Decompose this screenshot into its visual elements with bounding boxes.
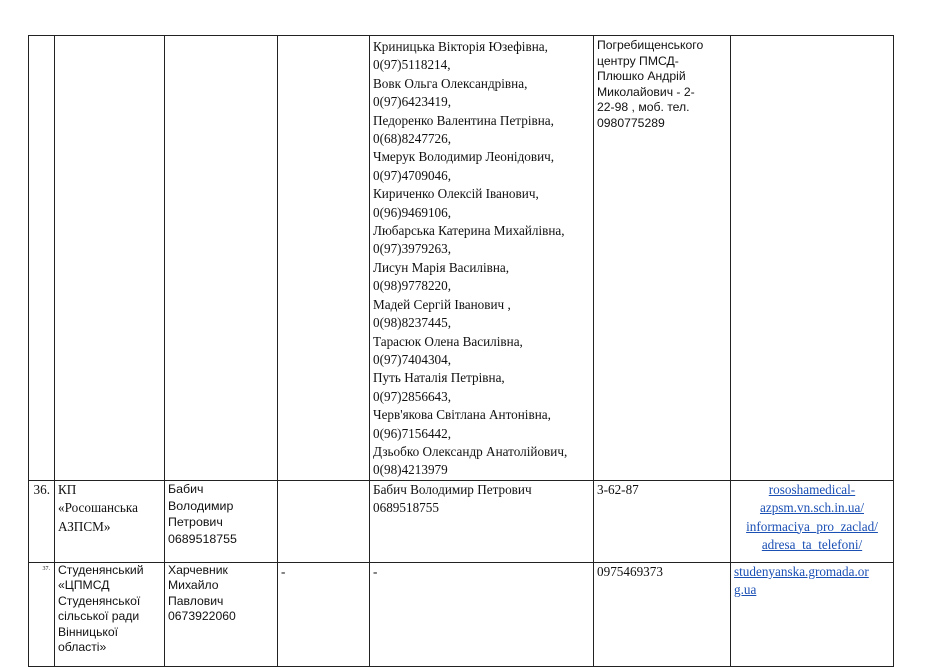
member-line: Путь Наталія Петрівна, (373, 370, 505, 386)
cell-deputy (278, 480, 370, 562)
row-number: 37. (29, 562, 55, 666)
cell-org (55, 36, 165, 481)
member-line: 0(97)7404304, (373, 351, 452, 367)
site-link[interactable]: g.ua (734, 582, 757, 598)
site-link[interactable]: rososhamedical- (768, 481, 856, 497)
member-line: 0(96)9469106, (373, 204, 452, 220)
member-line: Тарасюк Олена Василівна, (373, 333, 523, 349)
org-line: сільської ради (58, 609, 140, 624)
org-line: «Росошанська (58, 500, 138, 516)
document-page (28, 35, 894, 667)
cell-phone: 0975469373 (594, 562, 731, 666)
org-line: Студенянської (58, 593, 141, 608)
member-line: Вовк Ольга Олександрівна, (373, 75, 528, 91)
head-line: Бабич (168, 481, 204, 496)
member-line: Дзьобко Олександр Анатолійович, (373, 443, 568, 459)
cell-site (731, 480, 894, 562)
org-line: «ЦПМСД (58, 578, 110, 593)
member-line: 0(98)4213979 (373, 462, 448, 478)
member-line: 0(97)5118214, (373, 57, 451, 73)
member-line: 0(97)4709046, (373, 167, 452, 183)
head-line: Павлович (168, 593, 224, 608)
member-line: 0(97)2856643, (373, 388, 452, 404)
contact-line: центру ПМСД- (597, 53, 679, 68)
cell-members (370, 480, 594, 562)
member-line: 0(98)9778220, (373, 278, 452, 294)
org-line: Студенянський (58, 562, 144, 577)
member-line: Кириченко Олексій Іванович, (373, 186, 539, 202)
member-line: Черв'якова Світлана Антонівна, (373, 407, 551, 423)
contact-line: Миколайович - 2- (597, 84, 695, 99)
member-line: Любарська Катерина Михайлівна, (373, 223, 565, 239)
cell-org (55, 562, 165, 666)
row-number: 36. (29, 480, 55, 562)
site-link[interactable]: adresa_ta_telefoni/ (761, 536, 863, 552)
site-link[interactable]: studenyanska.gromada.or (734, 563, 869, 579)
site-link[interactable]: azpsm.vn.sch.in.ua/ (759, 500, 864, 516)
cell-contact (594, 36, 731, 481)
table-row (29, 480, 894, 562)
cell-deputy: - (278, 562, 370, 666)
member-line: 0(97)6423419, (373, 94, 452, 110)
head-line: Михайло (168, 578, 219, 593)
member-line: 0(98)8237445, (373, 315, 452, 331)
cell-phone: 3-62-87 (594, 480, 731, 562)
head-line: Володимир (168, 498, 234, 513)
cell-head (165, 36, 278, 481)
cell-head (165, 480, 278, 562)
cell-site (731, 562, 894, 666)
org-line: КП (58, 481, 77, 497)
member-line: Бабич Володимир Петрович (373, 481, 532, 497)
table-row (29, 36, 894, 481)
head-line: Петрович (168, 515, 223, 530)
cell-num (29, 36, 55, 481)
head-line: 0689518755 (168, 532, 237, 547)
member-line: Чмерук Володимир Леонідович, (373, 149, 555, 165)
member-line: Криницька Вікторія Юзефівна, (373, 39, 548, 54)
contact-line: 22-98 , моб. тел. (597, 100, 690, 114)
member-line: 0(96)7156442, (373, 425, 452, 441)
head-line: Харчевник (168, 562, 228, 577)
member-line: 0689518755 (373, 500, 439, 516)
cell-head (165, 562, 278, 666)
member-line: 0(97)3979263, (373, 241, 452, 257)
member-line: Мадей Сергій Іванович , (373, 296, 511, 312)
cell-members (370, 36, 594, 481)
org-line: області» (58, 640, 107, 655)
site-link[interactable]: informaciya_pro_zaclad/ (746, 518, 878, 534)
contacts-table (28, 35, 894, 667)
member-line: Лисун Марія Василівна, (373, 259, 510, 275)
cell-org (55, 480, 165, 562)
cell-members: - (370, 562, 594, 666)
member-line: Педоренко Валентина Петрівна, (373, 112, 554, 128)
cell-site (731, 36, 894, 481)
member-line: 0(68)8247726, (373, 131, 452, 147)
org-line: Вінницької (58, 624, 119, 639)
contact-line: 0980775289 (597, 115, 665, 130)
org-line: АЗПСМ» (58, 518, 111, 534)
cell-deputy (278, 36, 370, 481)
table-row (29, 562, 894, 666)
contact-line: Плюшко Андрій (597, 69, 686, 83)
contact-line: Погребищенського (597, 38, 704, 52)
head-line: 0673922060 (168, 609, 236, 624)
